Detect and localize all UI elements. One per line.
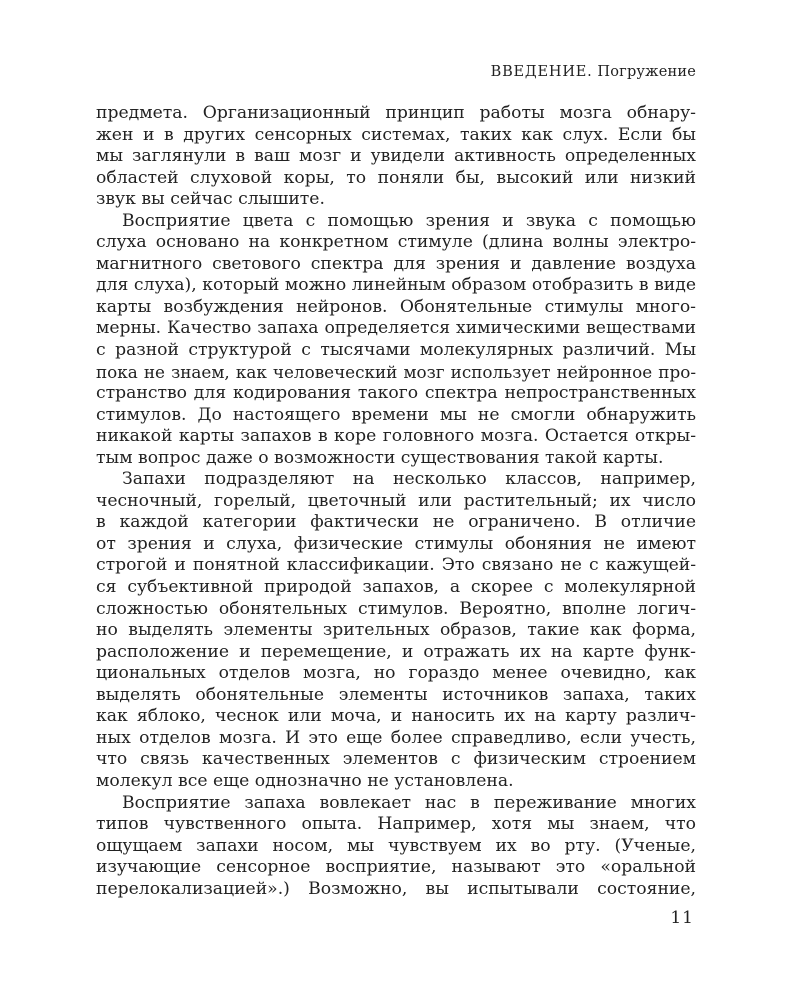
text-line: ощущаем запахи носом, мы чувствуем их во рту. (Ученые, — [96, 835, 696, 856]
text-line: от зрения и слуха, физические стимулы обоняния не имеют — [96, 533, 696, 554]
text-line: никакой карты запахов в коре головного мозга. Остается откры- — [96, 426, 696, 447]
text-line: как яблоко, чеснок или моча, и наносить их на карту различ- — [96, 706, 696, 727]
text-line: циональных отделов мозга, но гораздо менее очевидно, как — [96, 663, 696, 684]
text-line: но выделять элементы зрительных образов, такие как форма, — [96, 620, 696, 641]
text-line: странство для кодирования такого спектра непространственных — [96, 383, 696, 404]
text-line: что связь качественных элементов с физическим строением — [96, 749, 696, 770]
text-line: перелокализацией».) Возможно, вы испытывали состояние, — [96, 878, 696, 899]
text-line: жен и в других сенсорных системах, таких как слух. Если бы — [96, 124, 696, 145]
text-line: тым вопрос даже о возможности существования такой карты. — [96, 447, 664, 468]
text-line: Запахи подразделяют на несколько классов, например, — [122, 469, 696, 490]
text-line: областей слуховой коры, то поняли бы, высокий или низкий — [96, 167, 696, 188]
text-line: в каждой категории фактически не ограничено. В отличие — [96, 512, 696, 533]
text-line: слуха основано на конкретном стимуле (длина волны электро- — [96, 232, 696, 253]
running-head — [491, 64, 696, 80]
text-line: Восприятие цвета с помощью зрения и звука с помощью — [122, 210, 696, 231]
text-line: ных отделов мозга. И это еще более справедливо, если учесть, — [96, 727, 696, 748]
text-line: магнитного светового спектра для зрения и давление воздуха — [96, 253, 696, 274]
text-line: сложностью обонятельных стимулов. Вероятно, вполне логич- — [96, 598, 696, 619]
text-line: выделять обонятельные элементы источников запаха, таких — [96, 684, 696, 705]
text-line: для слуха), который можно линейным образом отобразить в виде — [96, 275, 696, 296]
page-number: 11 — [670, 908, 694, 928]
text-line: молекул все еще однозначно не установлена. — [96, 770, 514, 791]
text-line: строгой и понятной классификации. Это связано не с кажущей- — [96, 555, 696, 576]
text-line: мы заглянули в ваш мозг и увидели активность определенных — [96, 146, 696, 167]
running-head-section: ВВЕДЕНИЕ. — [490, 64, 593, 80]
text-line: пока не знаем, как человеческий мозг использует нейронное про- — [96, 361, 696, 382]
text-line: изучающие сенсорное восприятие, называют это «оральной — [96, 857, 696, 878]
text-line: звук вы сейчас слышите. — [96, 189, 325, 210]
text-line: расположение и перемещение, и отражать их на карте функ- — [96, 641, 696, 662]
text-line: мерны. Качество запаха определяется химическими веществами — [96, 318, 696, 339]
text-line: чесночный, горелый, цветочный или растительный; их число — [96, 490, 696, 511]
text-line: типов чувственного опыта. Например, хотя мы знаем, что — [96, 814, 696, 835]
running-head-chapter: Погружение — [597, 64, 696, 80]
text-line: карты возбуждения нейронов. Обонятельные стимулы много- — [96, 296, 696, 317]
text-line: стимулов. До настоящего времени мы не смогли обнаружить — [96, 404, 696, 425]
text-line: ся субъективной природой запахов, а скорее с молекулярной — [96, 577, 696, 598]
text-line: предмета. Организационный принцип работы мозга обнару- — [96, 103, 696, 123]
body-text — [96, 103, 696, 900]
text-line: Восприятие запаха вовлекает нас в переживание многих — [122, 792, 696, 813]
text-line: с разной структурой с тысячами молекулярных различий. Мы — [96, 340, 696, 361]
